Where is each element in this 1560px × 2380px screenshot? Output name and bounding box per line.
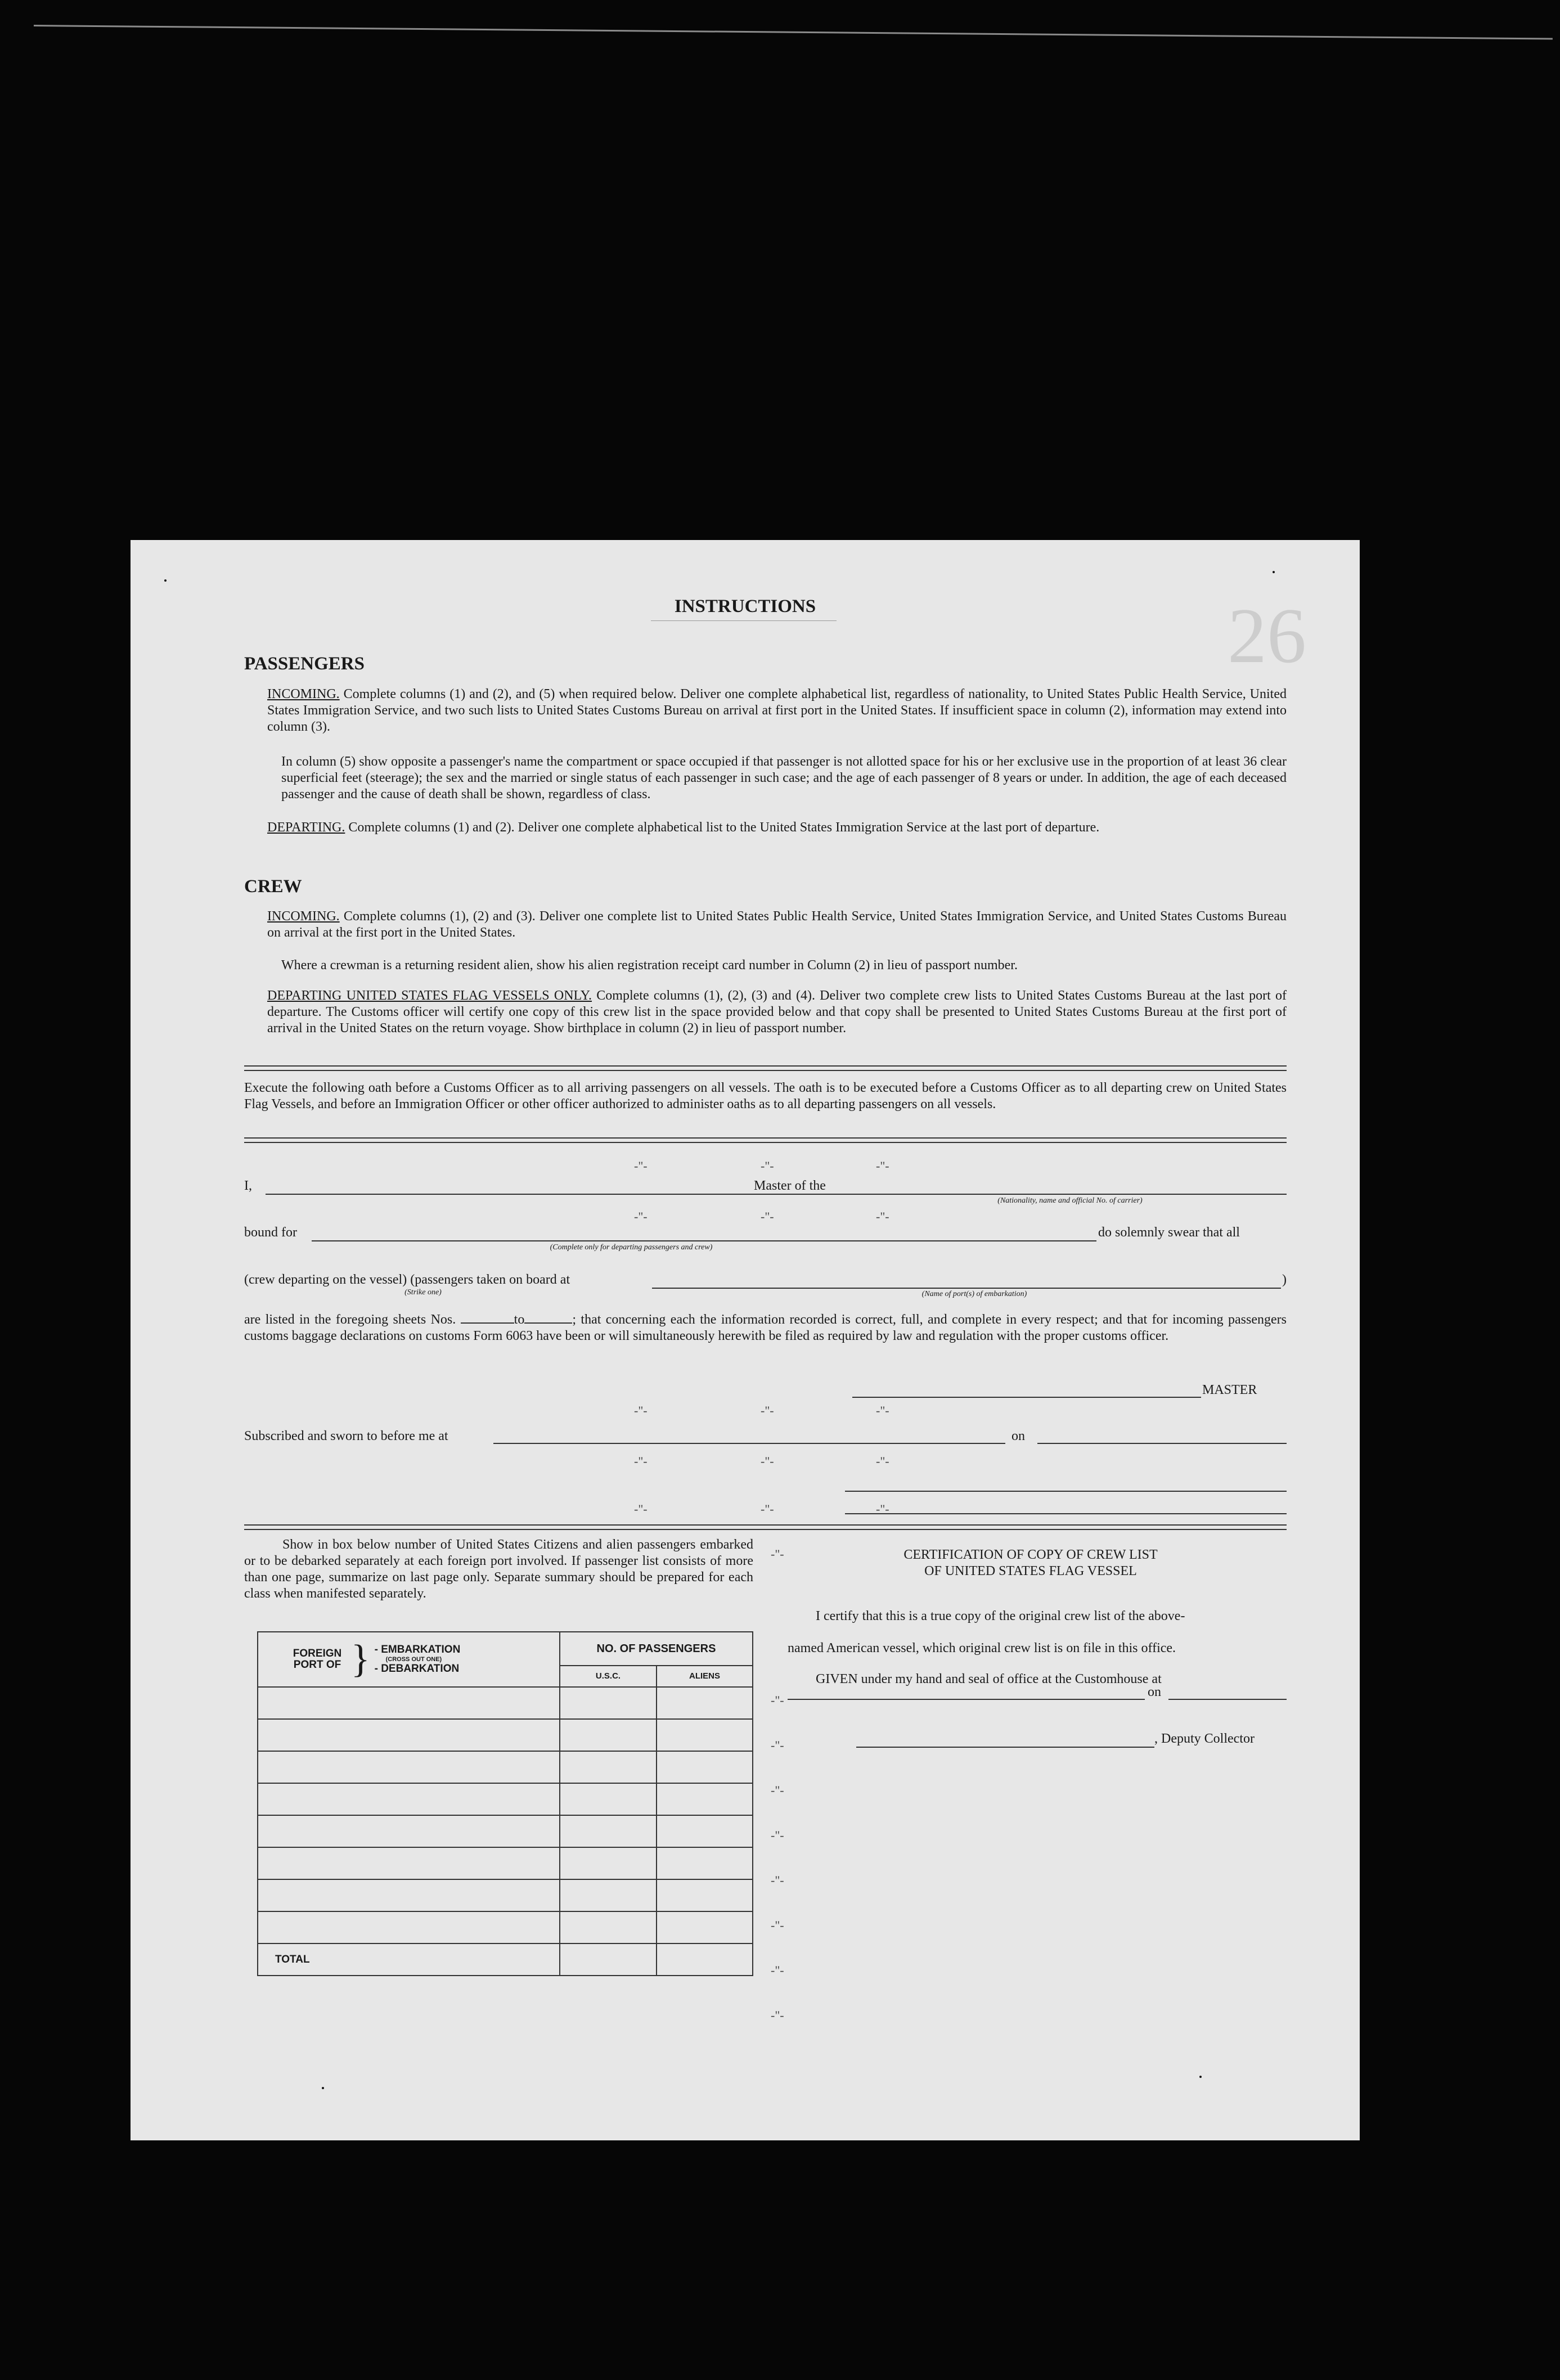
usc-cell[interactable] bbox=[560, 1687, 657, 1719]
section-divider-2 bbox=[244, 1137, 1287, 1143]
cross-out-label: (CROSS OUT ONE) bbox=[385, 1656, 442, 1663]
certification-title-line1: CERTIFICATION OF COPY OF CREW LIST bbox=[903, 1547, 1158, 1562]
ditto-mark: -"- bbox=[761, 1159, 774, 1173]
ditto-mark: -"- bbox=[876, 1403, 889, 1418]
strike-one-caption: (Strike one) bbox=[404, 1288, 442, 1297]
passengers-column5-paragraph bbox=[281, 754, 1287, 803]
solemnly-swear-label: do solemnly swear that all bbox=[1098, 1225, 1240, 1240]
crew-departing-text: Complete columns (1), (2), (3) and (4). Deliver two complete crew lists to United States Customs Bureau at the last port of departure. The Customs officer will certify one copy of this crew list in the space provided below and that copy shall be presented to United States Customs Bureau at the first port of arrival in the United States on the return voyage. Show birthplace in column (2) in lieu of passport number. bbox=[267, 988, 1287, 1036]
instructions-title: INSTRUCTIONS bbox=[674, 596, 816, 617]
listed-sheets-text-a: are listed in the foregoing sheets Nos. bbox=[244, 1312, 456, 1327]
no-of-passengers-label: NO. OF PASSENGERS bbox=[560, 1632, 752, 1666]
port-cell[interactable] bbox=[258, 1847, 560, 1879]
embark-debark-labels bbox=[375, 1644, 461, 1675]
passengers-heading: PASSENGERS bbox=[244, 654, 365, 674]
close-paren: ) bbox=[1282, 1272, 1287, 1287]
speck bbox=[1273, 571, 1275, 573]
aliens-cell[interactable] bbox=[657, 1815, 753, 1847]
certify-line-b: named American vessel, which original crew list is on file in this office. bbox=[788, 1641, 1176, 1655]
subscribed-on-label: on bbox=[1011, 1429, 1025, 1443]
ditto-mark: -"- bbox=[771, 1873, 784, 1887]
summary-table-total-row bbox=[258, 1943, 753, 1976]
subscribed-date-field[interactable] bbox=[1037, 1443, 1287, 1444]
ditto-mark: -"- bbox=[634, 1159, 648, 1173]
subscribed-label: Subscribed and sworn to before me at bbox=[244, 1429, 448, 1443]
usc-cell[interactable] bbox=[560, 1847, 657, 1879]
port-cell[interactable] bbox=[258, 1879, 560, 1911]
crew-resident-text: Where a crewman is a returning resident alien, show his alien registration receipt card number in Column (2) in lieu of passport number. bbox=[281, 958, 1018, 973]
passengers-departing-text: Complete columns (1) and (2). Deliver one complete alphabetical list to the United States Immigration Service at the last port of departure. bbox=[348, 820, 1100, 835]
subscribed-place-field[interactable] bbox=[493, 1443, 1005, 1444]
summary-table-row bbox=[258, 1687, 753, 1719]
deputy-collector-label: , Deputy Collector bbox=[1154, 1731, 1255, 1746]
ditto-mark: -"- bbox=[876, 1454, 889, 1468]
summary-table-row bbox=[258, 1783, 753, 1815]
ditto-mark: -"- bbox=[761, 1454, 774, 1468]
ditto-mark: -"- bbox=[771, 1918, 784, 1932]
bound-for-label: bound for bbox=[244, 1225, 297, 1240]
usc-cell[interactable] bbox=[560, 1911, 657, 1943]
no-of-passengers-header bbox=[560, 1632, 753, 1687]
ditto-mark: -"- bbox=[761, 1502, 774, 1516]
usc-label: U.S.C. bbox=[560, 1666, 657, 1686]
summary-table-header-row bbox=[258, 1632, 753, 1687]
crew-resident-paragraph bbox=[281, 957, 1287, 974]
ditto-mark: -"- bbox=[771, 1828, 784, 1842]
nationality-caption: (Nationality, name and official No. of carrier) bbox=[997, 1196, 1143, 1205]
oath-intro-text: Execute the following oath before a Customs Officer as to all arriving passengers on all vessels. The oath is to be executed before a Customs Officer as to all departing crew on United States Flag Vessels, and before an Immigration Officer or other officer authorized to administer oaths as to all departing passengers on all vessels. bbox=[244, 1081, 1287, 1112]
master-name-field[interactable] bbox=[266, 1194, 884, 1195]
port-cell[interactable] bbox=[258, 1911, 560, 1943]
master-label: MASTER bbox=[1202, 1383, 1257, 1397]
ditto-mark: -"- bbox=[876, 1209, 889, 1223]
foreign-port-header bbox=[258, 1632, 560, 1687]
summary-table-row bbox=[258, 1847, 753, 1879]
listed-sheets-text-b: ; that concerning each the information recorded is correct, full, and complete in every respect; and that for incoming passengers customs baggage declarations on customs Form 6063 have been or will simultaneously herewith be filed as required by law and regulation with the proper customs officer. bbox=[244, 1312, 1287, 1343]
aliens-cell[interactable] bbox=[657, 1847, 753, 1879]
aliens-total-cell[interactable] bbox=[657, 1943, 753, 1976]
officer-signature-field[interactable] bbox=[845, 1491, 1287, 1492]
ditto-mark: -"- bbox=[771, 1547, 784, 1561]
oath-intro-paragraph bbox=[244, 1080, 1287, 1113]
summary-table-row bbox=[258, 1751, 753, 1783]
sheet-to-field[interactable] bbox=[524, 1322, 572, 1324]
ditto-mark: -"- bbox=[634, 1403, 648, 1418]
certification-date-field[interactable] bbox=[1168, 1699, 1287, 1700]
instruction-sheet bbox=[131, 540, 1360, 2140]
scan-edge-line bbox=[34, 25, 1553, 40]
ditto-mark: -"- bbox=[634, 1209, 648, 1223]
crew-heading: CREW bbox=[244, 876, 302, 897]
crew-incoming-label: INCOMING. bbox=[267, 909, 340, 924]
ditto-mark: -"- bbox=[634, 1502, 648, 1516]
passenger-summary-table bbox=[257, 1631, 753, 1976]
section-divider-1 bbox=[244, 1065, 1287, 1071]
ditto-mark: -"- bbox=[771, 1693, 784, 1707]
certification-title-line2: OF UNITED STATES FLAG VESSEL bbox=[924, 1564, 1137, 1578]
vessel-name-field[interactable] bbox=[846, 1194, 1287, 1195]
speck bbox=[322, 2087, 324, 2089]
given-under-hand: GIVEN under my hand and seal of office at the Customhouse at bbox=[816, 1672, 1162, 1686]
port-caption: (Name of port(s) of embarkation) bbox=[921, 1290, 1027, 1298]
certify-line-a: I certify that this is a true copy of the original crew list of the above- bbox=[816, 1609, 1185, 1623]
sheet-from-field[interactable] bbox=[461, 1322, 514, 1324]
bleed-through-page-number: 26 bbox=[1228, 592, 1306, 680]
summary-table-row bbox=[258, 1719, 753, 1751]
ditto-mark: -"- bbox=[771, 1963, 784, 1977]
summary-text: Show in box below number of United States Citizens and alien passengers embarked or to be debarked separately at each foreign port involved. If passenger list consists of more than one page, summarize on last page only. Separate summary should be prepared for each class when manifested separately. bbox=[244, 1537, 753, 1601]
crew-departing-label: DEPARTING UNITED STATES FLAG VESSELS ONLY. bbox=[267, 988, 592, 1003]
passengers-incoming-text: Complete columns (1) and (2), and (5) when required below. Deliver one complete alphabetical list, regardless of nationality, to United States Public Health Service, United States Immigration Service, and two such lists to United States Customs Bureau on arrival at first port in the United States. If insufficient space in column (2), information may extend into column (3). bbox=[267, 687, 1287, 734]
embarkation-label: - EMBARKATION bbox=[374, 1644, 461, 1655]
passengers-incoming-label: INCOMING. bbox=[267, 687, 340, 701]
master-signature-field[interactable] bbox=[852, 1397, 1201, 1398]
port-cell[interactable] bbox=[258, 1751, 560, 1783]
certification-title bbox=[800, 1547, 1261, 1580]
summary-table-row bbox=[258, 1815, 753, 1847]
ditto-mark: -"- bbox=[771, 2008, 784, 2022]
crew-incoming-paragraph bbox=[267, 908, 1287, 941]
ditto-mark: -"- bbox=[634, 1454, 648, 1468]
usc-cell[interactable] bbox=[560, 1719, 657, 1751]
passengers-departing-paragraph bbox=[267, 820, 1287, 836]
aliens-cell[interactable] bbox=[657, 1783, 753, 1815]
listed-sheets-paragraph bbox=[244, 1312, 1287, 1344]
officer-title-field[interactable] bbox=[845, 1513, 1287, 1514]
section-divider-3 bbox=[244, 1524, 1287, 1530]
speck bbox=[1199, 2076, 1202, 2078]
aliens-label: ALIENS bbox=[689, 1671, 720, 1681]
aliens-cell[interactable] bbox=[657, 1687, 753, 1719]
title-underline bbox=[651, 620, 837, 621]
passenger-subcolumns bbox=[560, 1666, 752, 1686]
foreign-port-of-label: FOREIGN PORT OF bbox=[293, 1648, 342, 1671]
usc-cell[interactable] bbox=[560, 1783, 657, 1815]
ditto-mark: -"- bbox=[876, 1502, 889, 1516]
usc-cell[interactable] bbox=[560, 1815, 657, 1847]
speck bbox=[164, 579, 167, 582]
listed-to-label: to bbox=[514, 1312, 525, 1327]
summary-table-row bbox=[258, 1911, 753, 1943]
usc-cell[interactable] bbox=[560, 1751, 657, 1783]
summary-table-row bbox=[258, 1879, 753, 1911]
bound-for-field[interactable] bbox=[312, 1240, 1096, 1241]
aliens-cell[interactable] bbox=[657, 1911, 753, 1943]
passengers-column5-text: In column (5) show opposite a passenger's name the compartment or space occupied if that passenger is not allotted space for his or her exclusive use in the proportion of at least 36 clear superficial feet (steerage); the sex and the married or single status of each passenger in such case; and the age of each passenger of 8 years or under. In addition, the age of each deceased passenger and the cause of death shall be shown, regardless of class. bbox=[281, 754, 1287, 802]
complete-only-caption: (Complete only for departing passengers and crew) bbox=[550, 1243, 713, 1252]
master-of-label: Master of the bbox=[754, 1178, 826, 1193]
debarkation-label: - DEBARKATION bbox=[374, 1663, 460, 1675]
crew-incoming-text: Complete columns (1), (2) and (3). Deliver one complete list to United States Public Health Service, United States Immigration Service, and United States Customs Bureau on arrival at the first port in the United States. bbox=[267, 909, 1287, 940]
deputy-collector-signature-field[interactable] bbox=[856, 1747, 1154, 1748]
ditto-mark: -"- bbox=[771, 1783, 784, 1797]
passengers-departing-label: DEPARTING. bbox=[267, 820, 345, 835]
summary-paragraph bbox=[244, 1537, 753, 1602]
ditto-mark: -"- bbox=[761, 1403, 774, 1418]
port-cell[interactable] bbox=[258, 1719, 560, 1751]
customhouse-field[interactable] bbox=[788, 1699, 1145, 1700]
aliens-cell[interactable] bbox=[657, 1751, 753, 1783]
aliens-cell[interactable] bbox=[657, 1719, 753, 1751]
certification-on-label: on bbox=[1148, 1685, 1161, 1699]
port-cell[interactable] bbox=[258, 1687, 560, 1719]
ditto-mark: -"- bbox=[876, 1159, 889, 1173]
port-of-embarkation-field[interactable] bbox=[652, 1288, 1281, 1289]
passengers-incoming-paragraph bbox=[267, 686, 1287, 735]
crew-departing-paragraph bbox=[267, 988, 1287, 1037]
ditto-mark: -"- bbox=[771, 1738, 784, 1752]
usc-total-cell[interactable] bbox=[560, 1943, 657, 1976]
brace-symbol: } bbox=[351, 1637, 370, 1681]
crew-departing-vessel-label: (crew departing on the vessel) (passengers taken on board at bbox=[244, 1272, 570, 1287]
port-cell[interactable] bbox=[258, 1783, 560, 1815]
total-label: TOTAL bbox=[258, 1943, 560, 1976]
ditto-mark: -"- bbox=[761, 1209, 774, 1223]
oath-i-label: I, bbox=[244, 1178, 252, 1193]
usc-cell[interactable] bbox=[560, 1879, 657, 1911]
port-cell[interactable] bbox=[258, 1815, 560, 1847]
aliens-cell[interactable] bbox=[657, 1879, 753, 1911]
